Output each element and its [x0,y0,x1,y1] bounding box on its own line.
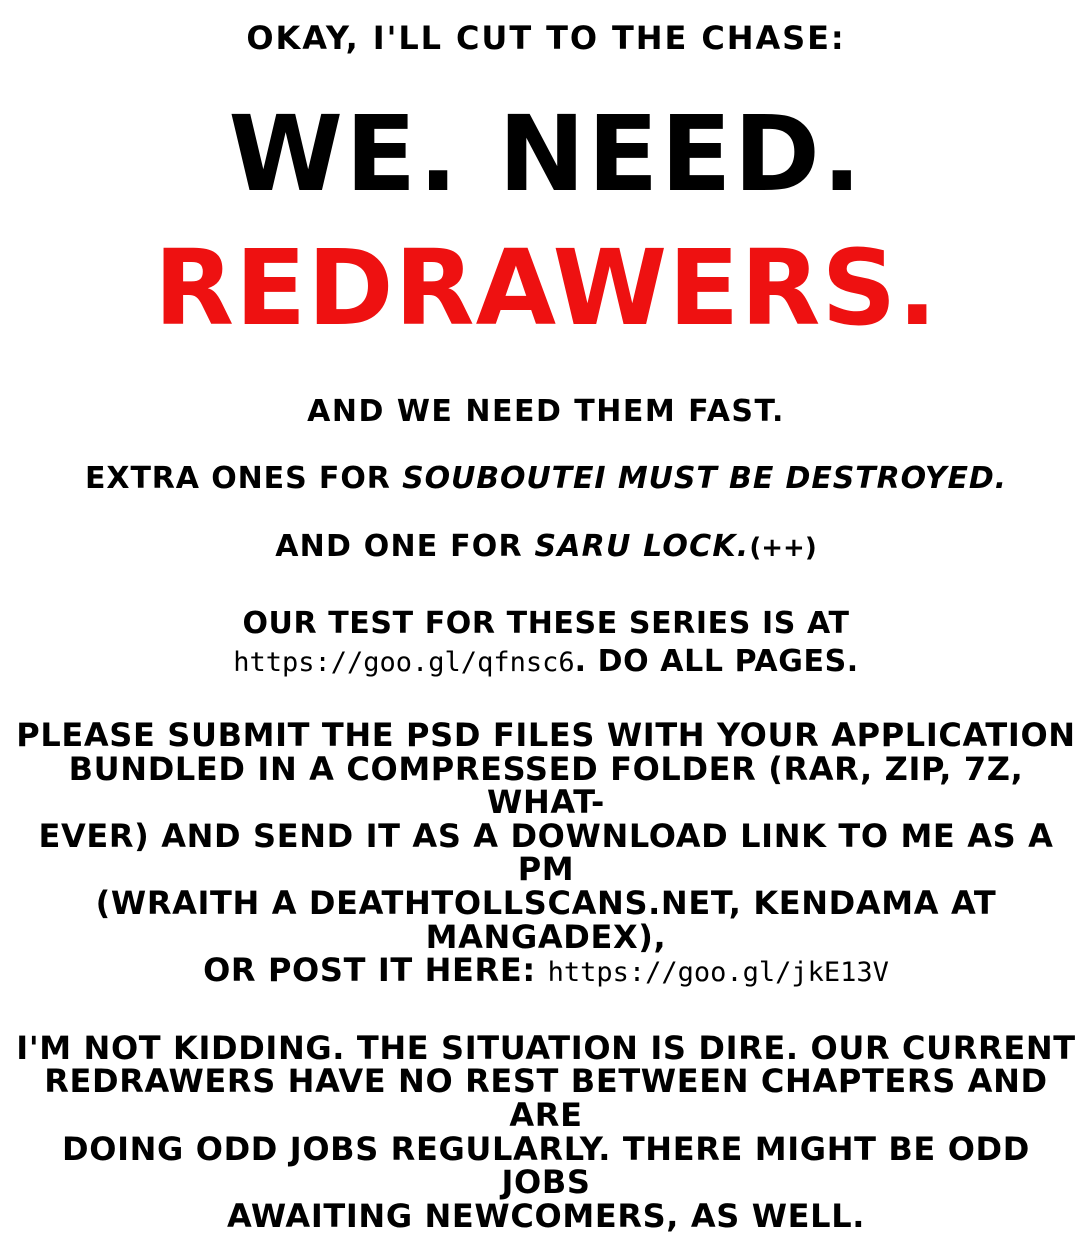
need-fast-text: AND WE NEED THEM FAST. [307,393,785,429]
saru-lock-title: SARU LOCK. [534,528,750,564]
submit-line: EVER) AND SEND IT AS A DOWNLOAD LINK TO ME AS A PM [38,816,1054,889]
announcement-page [0,19,1092,1235]
test-line-2-tail: . DO ALL PAGES. [574,643,859,679]
closing-block [0,1028,1092,1235]
intro-text: OKAY, I'LL CUT TO THE CHASE: [246,19,846,57]
submit-line: PLEASE SUBMIT THE PSD FILES WITH YOUR APPLICATION [16,716,1076,755]
test-line-1: OUR TEST FOR THESE SERIES IS AT [242,606,850,642]
closing-line: REDRAWERS HAVE NO REST BETWEEN CHAPTERS AND ARE [44,1062,1048,1135]
test-url-link[interactable]: https://goo.gl/qfnsc6 [233,646,575,678]
closing-line: AWAITING NEWCOMERS, AS WELL. [226,1196,866,1235]
souboutei-title: SOUBOUTEI MUST BE DESTROYED. [402,461,1007,497]
closing-line: I'M NOT KIDDING. THE SITUATION IS DIRE. OUR CURRENT [16,1028,1076,1067]
plus-plus-marker: (++) [749,532,817,563]
saru-lock-line [0,528,1092,564]
post-here-prefix: OR POST IT HERE: [203,951,548,990]
submit-line: BUNDLED IN A COMPRESSED FOLDER (RAR, ZIP, 7Z, WHAT- [68,749,1024,822]
extra-ones-prefix: EXTRA ONES FOR [85,461,403,497]
test-block [0,608,1092,677]
headline-black: WE. NEED. [228,92,864,215]
post-here-line [12,951,1080,990]
test-line-2 [0,643,1092,679]
post-url-link[interactable]: https://goo.gl/jkE13V [547,957,889,989]
one-for-prefix: AND ONE FOR [275,528,535,564]
submit-line: (WRAITH A DEATHTOLLSCANS.NET, KENDAMA AT MANGADEX), [95,884,997,956]
extra-ones-line [0,463,1092,495]
headline-red: REDRAWERS. [153,226,938,349]
submit-instructions-block [0,716,1092,990]
closing-line: DOING ODD JOBS REGULARLY. THERE MIGHT BE ODD JOBS [62,1129,1030,1202]
